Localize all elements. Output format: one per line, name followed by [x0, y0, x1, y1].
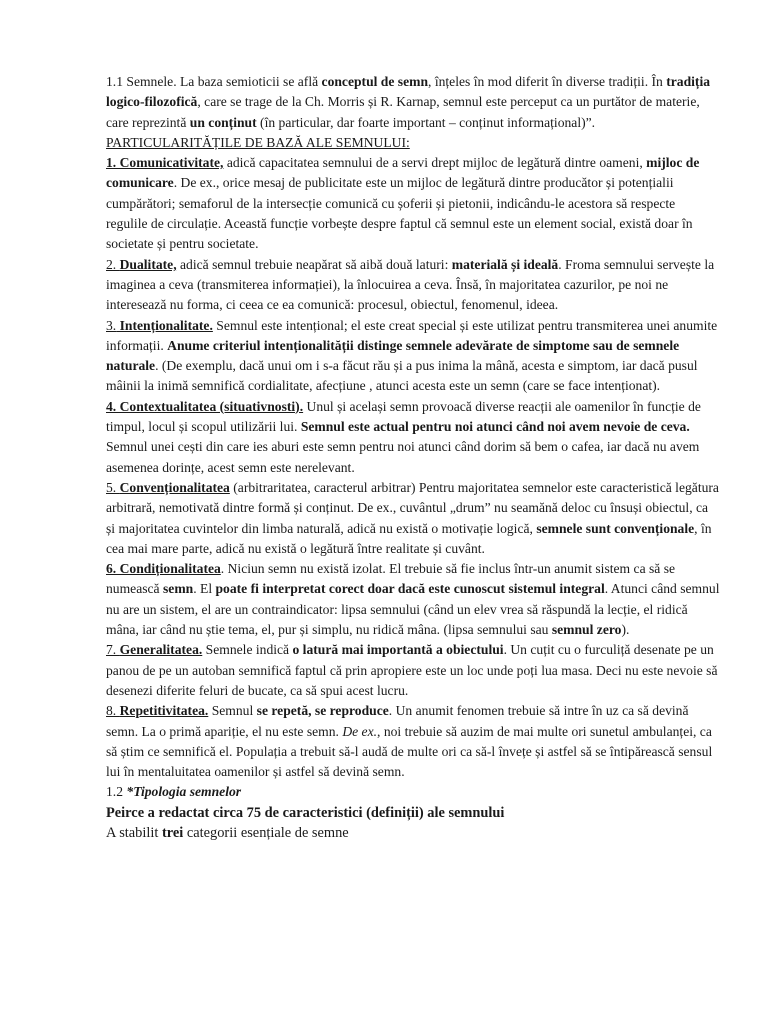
- section-heading: PARTICULARITĂȚILE DE BAZĂ ALE SEMNULUI:: [106, 134, 410, 150]
- italic-term: De ex.: [342, 723, 378, 739]
- text-span: . Froma semnului servește la imaginea a ceva (transmiterea informației), la înlocuirea a ceva. Însă, în majoritatea cazurilor, pe noi ne interesează nu forma, ci ceea ce ea comunică: procesul, obiectul, fenomenul, ideea.: [106, 256, 715, 313]
- item-dualitate: [106, 255, 720, 316]
- categories-line: [106, 823, 720, 843]
- subsection-tipologia: [106, 782, 720, 802]
- item-comunicativitate: [106, 153, 720, 254]
- text-span: , care se trage de la Ch. Morris și R. Karnap, semnul este perceput ca un purtător de materie, care reprezintă: [106, 94, 700, 130]
- subsection-title: *Tipologia semnelor: [126, 784, 242, 800]
- text-span: Semnul: [208, 703, 257, 719]
- text-span: adică capacitatea semnului de a servi drept mijloc de legătură dintre oameni,: [223, 155, 647, 171]
- item-repetitivitatea: [106, 701, 720, 782]
- item-title: Intenționalitate.: [116, 317, 213, 333]
- bold-term: Anume criteriul intenționalității distinge semnele adevărate de simptome sau de semnele naturale: [106, 337, 680, 374]
- text-span: Semnele indică: [202, 642, 293, 658]
- text-span: . Niciun semn nu există izolat. El trebuie să fie inclus într-un anumit sistem ca să se numească: [106, 561, 676, 597]
- text-span: . El: [193, 581, 216, 597]
- bold-term: semnele sunt convenționale: [536, 520, 695, 536]
- text-span: adică semnul trebuie neapărat să aibă două laturi:: [176, 256, 452, 272]
- item-conditionalitatea: [106, 559, 720, 640]
- text-span: . (De exemplu, dacă unui om i s-a făcut rău și a pus inima la mână, acesta e simptom, iar dacă pusul mâinii la inimă semnifică cordialitate, afecțiune , atunci acesta este un semn (care se face intenționat).: [106, 358, 698, 394]
- item-number: 8.: [106, 703, 120, 719]
- text-span: 1.2: [106, 784, 127, 800]
- item-number: 3.: [106, 317, 117, 333]
- text-span: categorii esențiale de semne: [183, 824, 349, 841]
- item-title: 1. Comunicativitate,: [106, 155, 224, 171]
- bold-term: se repetă, se reproduce: [256, 703, 389, 719]
- bold-term: poate fi interpretat corect doar dacă este cunoscut sistemul integral: [215, 581, 605, 597]
- item-contextualitatea: [106, 397, 720, 478]
- peirce-line: [106, 803, 720, 823]
- item-number: 7.: [106, 642, 120, 658]
- item-title: 6. Condiționalitatea: [106, 561, 221, 577]
- item-title: Generalitatea.: [119, 642, 203, 658]
- text-span: Semnul unei cești din care ies aburi este semn pentru noi atunci când dorim să bem o cafea, iar dacă nu avem asemenea dorințe, acest semn este nerelevant.: [106, 439, 700, 475]
- bold-term: un conținut: [189, 114, 257, 130]
- text-span: (în particular, dar foarte important – conținut informațional)”.: [256, 114, 596, 130]
- bold-term: Peirce a redactat circa 75 de caracteristici (definiții) ale semnului: [106, 804, 505, 821]
- text-span: (arbitraritatea, caracterul arbitrar) Pentru majoritatea semnelor este caracteristică legătura arbitrară, nemotivată dintre formă și conținut. De ex., cuvântul „drum” nu seamănă deloc cu însuși obiectul, ca și majoritatea cuvintelor din limba naturală, adică nu există o motivație logică,: [106, 479, 719, 536]
- text-span: . Un anumit fenomen trebuie să intre în uz ca să devină semn. La o primă apariție, el nu este semn.: [106, 703, 689, 739]
- bold-term: tradiția logico-filozofică: [106, 74, 711, 110]
- text-span: Semnul este intențional; el este creat special și este utilizat pentru transmiterea unei anumite informații.: [106, 317, 718, 353]
- bold-term: conceptul de semn: [321, 74, 429, 89]
- text-span: ).: [621, 622, 630, 638]
- text-span: . Un cuțit cu o furculiță desenate pe un panou de pe un autoban semnifică faptul că prin apropiere este un loc unde poți lua masa. Deci nu este nevoie să desenezi diferite feluri de bucate, ca să spui acest lucru.: [106, 642, 718, 698]
- bold-term: Semnul este actual pentru noi atunci când noi avem nevoie de ceva.: [300, 419, 690, 435]
- text-span: , în cea mai mare parte, adică nu există o legătură între realitate și cuvânt.: [106, 520, 712, 556]
- item-conventionalitatea: [106, 478, 720, 559]
- text-span: , înțeles în mod diferit în diverse tradiții. În: [428, 74, 667, 89]
- text-span: . Atunci când semnul nu are un sistem, el are un contraindicator: lipsa semnului (când un elev vrea să răspundă la lecție, el ridică mâna, iar când nu știe tema, el, pur și simplu, nu ridică mâna. (lipsa semnului sau: [106, 581, 720, 638]
- item-title: Dualitate,: [119, 256, 177, 272]
- text-span: Unul și același semn provoacă diverse reacții ale oamenilor în funcție de timpul, locul și scopul utilizării lui.: [106, 398, 701, 435]
- item-number: 5.: [106, 479, 120, 495]
- item-number: 2.: [106, 256, 120, 272]
- item-generalitatea: [106, 640, 720, 701]
- item-title: Repetitivitatea.: [119, 703, 209, 719]
- bold-term: semnul zero: [551, 622, 622, 638]
- bold-term: semn: [163, 581, 194, 597]
- text-span: A stabilit: [106, 824, 162, 841]
- bold-term: mijloc de comunicare: [106, 155, 700, 191]
- text-span: , noi trebuie să auzim de mai multe ori sunetul ambulanței, ca să știm ce semnifică el. Populația a trebuit să-l audă de multe ori ca să-l învețe și astfel să se întipărească sensul lui în mentaluitatea oamenilor și astfel să devină semn.: [106, 723, 713, 780]
- text-span: . De ex., orice mesaj de publicitate este un mijloc de legătură dintre producător și potențialii cumpărători; semaforul de la intersecție comunică cu șoferii și pietonii, indicându-le acestora să respecte regulile de circulație. Această funcție vorbește despre faptul că semnul este un element social, există doar în societate și pentru societate.: [106, 175, 693, 252]
- text-span: 1.1 Semnele. La baza semioticii se află: [106, 74, 322, 89]
- item-title: Convenționalitatea: [119, 479, 230, 495]
- item-title: 4. Contextualitatea (situativnosti).: [106, 398, 304, 414]
- item-intentionalitate: [106, 316, 720, 397]
- bold-term: trei: [161, 824, 184, 841]
- bold-term: o latură mai importantă a obiectului: [292, 642, 504, 658]
- bold-term: materială și ideală: [451, 256, 559, 272]
- intro-paragraph: [106, 72, 720, 153]
